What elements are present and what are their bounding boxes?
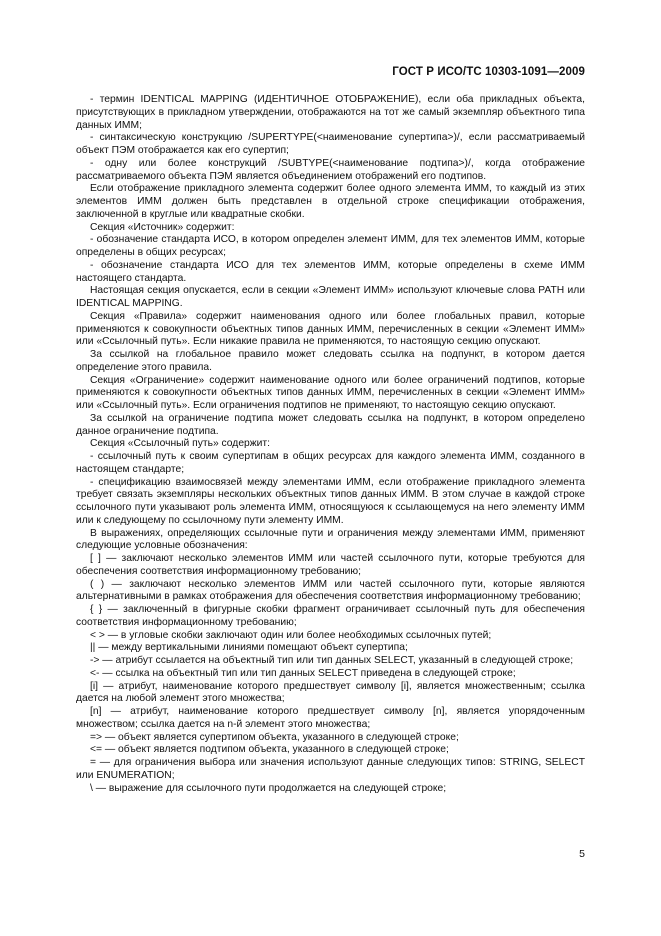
paragraph: <= — объект является подтипом объекта, указанного в следующей строке; <box>90 744 449 756</box>
paragraph: - одну или более конструкций /SUBTYPE(<наименование подтипа>)/, когда отображение рассматриваемого объекта ПЭМ является объединением отображений его подтипов. <box>76 157 585 182</box>
paragraph: Секция «Ссылочный путь» содержит: <box>90 438 270 450</box>
paragraph: [n] — атрибут, наименование которого предшествует символу [n], является упорядоченным множеством; ссылка дается на n-й элемент этого множества; <box>76 706 585 730</box>
paragraph: \ — выражение для ссылочного пути продолжается на следующей строке; <box>90 782 447 794</box>
paragraph: [ ] — заключают несколько элементов ИММ или частей ссылочного пути, которые требуются для обеспечения соответствия информационному требованию; <box>76 553 585 577</box>
paragraph: { } — заключенный в фигурные скобки фрагмент ограничивает ссылочный путь для обеспечения соответствия информационному требованию; <box>76 604 585 628</box>
paragraph: || — между вертикальными линиями помещают объект супертипа; <box>90 642 408 654</box>
standard-id-header: ГОСТ Р ИСО/ТС 10303-1091—2009 <box>392 66 585 78</box>
paragraph: < > — в угловые скобки заключают один или более необходимых ссылочных путей; <box>90 629 492 641</box>
paragraph: Секция «Источник» содержит: <box>90 221 235 233</box>
paragraph: Секция «Ограничение» содержит наименование одного или более ограничений подтипов, которые применяются к совокупности объектных типов данных ИММ, перечисленных в секции «Элемент ИММ» или «Ссылочный путь». Если ограничения подтипов не применяют, то настоящую секцию опускают. <box>76 374 585 411</box>
paragraph: - обозначение стандарта ИСО для тех элементов ИММ, которые определены в схеме ИММ настоящего стандарта. <box>76 259 585 284</box>
paragraph: За ссылкой на глобальное правило может следовать ссылка на подпункт, в котором дается определение этого правила. <box>76 349 585 373</box>
paragraph: За ссылкой на ограничение подтипа может следовать ссылка на подпункт, в котором определено данное ограничение подтипа. <box>76 412 585 437</box>
paragraph: [i] — атрибут, наименование которого предшествует символу [i], является множественным; ссылка дается на любой элемент этого множества; <box>76 680 585 705</box>
paragraph: ( ) — заключают несколько элементов ИММ или частей ссылочного пути, которые являются альтернативными в рамках отображения для обеспечения соответствия информационному требованию; <box>76 578 585 603</box>
paragraph: - спецификацию взаимосвязей между элементами ИММ, если отображение прикладного элемента требует связать экземпляры нескольких объектных типов данных ИММ. В этом случае в каждой строке ссылочного пути указывают роль элемента ИММ, относящуюся к ссылающемуся на него элементу ИММ или к следующему по ссылочному пути элементу ИММ. <box>76 476 585 526</box>
paragraph: - обозначение стандарта ИСО, в котором определен элемент ИММ, для тех элементов ИММ, которые определены в общих ресурсах; <box>76 234 585 258</box>
paragraph: - ссылочный путь к своим супертипам в общих ресурсах для каждого элемента ИММ, созданного в настоящем стандарте; <box>76 451 585 475</box>
page-number: 5 <box>579 848 585 860</box>
paragraph: - термин IDENTICAL MAPPING (ИДЕНТИЧНОЕ ОТОБРАЖЕНИЕ), если оба прикладных объекта, присутствующих в прикладном утверждении, отображаются на тот же самый экземпляр объектного типа данных ИММ; <box>76 94 585 131</box>
paragraph: Настоящая секция опускается, если в секции «Элемент ИММ» используют ключевые слова PATH или IDENTICAL MAPPING. <box>76 285 585 309</box>
paragraph: В выражениях, определяющих ссылочные пути и ограничения между элементами ИММ, применяют следующие условные обозначения: <box>76 527 585 552</box>
body-text <box>76 94 585 795</box>
paragraph: Секция «Правила» содержит наименования одного или более глобальных правил, которые применяются к совокупности объектных типов данных ИММ, перечисленных в секции «Элемент ИММ» или «Ссылочный путь». Если никакие правила не применяются, то настоящую секцию опускают. <box>76 310 585 348</box>
paragraph: <- — ссылка на объектный тип или тип данных SELECT приведена в следующей строке; <box>90 667 516 679</box>
paragraph: => — объект является супертипом объекта, указанного в следующей строке; <box>90 731 459 743</box>
paragraph: Если отображение прикладного элемента содержит более одного элемента ИММ, то каждый из этих элементов ИММ должен быть представлен в отдельной строке спецификации отображения, заключенной в круглые или квадратные скобки. <box>76 183 585 220</box>
paragraph: - синтаксическую конструкцию /SUPERTYPE(<наименование супертипа>)/, если рассматриваемый объект ПЭМ отображается как его супертип; <box>76 132 585 156</box>
paragraph: -> — атрибут ссылается на объектный тип или тип данных SELECT, указанный в следующей строке; <box>90 655 574 666</box>
paragraph: = — для ограничения выбора или значения используют данные следующих типов: STRING, SELECT или ENUMERATION; <box>76 757 585 781</box>
